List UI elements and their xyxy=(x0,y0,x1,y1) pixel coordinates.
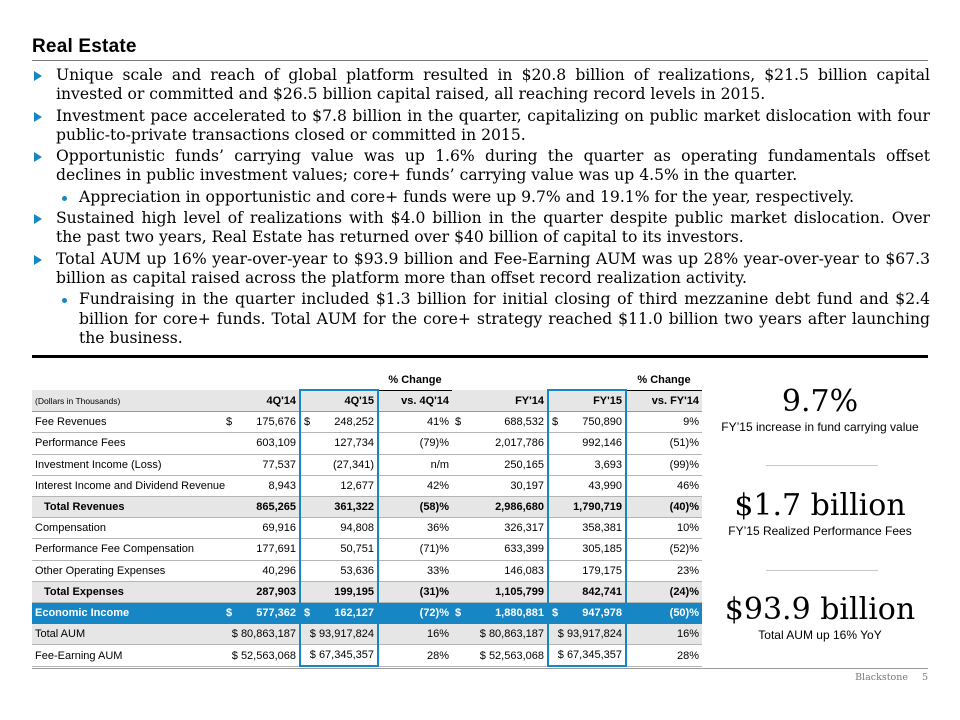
cell-value: (31)% xyxy=(419,585,449,598)
cell-vs-fy14 xyxy=(626,412,702,433)
cell-fy14 xyxy=(452,496,548,517)
cell-vs-fy14 xyxy=(626,475,702,496)
kpi-divider xyxy=(766,465,878,466)
cell-value: 865,265 xyxy=(256,501,296,514)
row-label xyxy=(32,475,226,496)
page-number: 5 xyxy=(921,672,928,683)
kpi-caption: FY’15 Realized Performance Fees xyxy=(728,524,912,538)
row-label xyxy=(32,560,223,581)
cell-value: $ 80,863,187 xyxy=(479,628,544,641)
cell-value: 305,185 xyxy=(582,543,622,556)
cell-4q14 xyxy=(223,454,300,475)
cell-value: 361,322 xyxy=(334,501,374,514)
cell-value: (52)% xyxy=(669,543,699,556)
cell-vs-fy14 xyxy=(626,454,702,475)
cell-vs-fy14 xyxy=(626,539,702,560)
table-row xyxy=(32,433,702,454)
table-row xyxy=(32,624,702,645)
row-label xyxy=(32,412,223,433)
kpi-total-aum xyxy=(712,592,928,642)
cell-value: $ 67,345,357 xyxy=(309,649,374,662)
pct-change-label-quarter: % Change xyxy=(378,371,452,390)
cell-4q15 xyxy=(300,624,378,645)
cell-value: 2,017,786 xyxy=(495,437,544,450)
bullet-item: Investment pace accelerated to $7.8 billion in the quarter, capitalizing on public market dislocation with four public-to-private transactions closed or committed in 2015. xyxy=(32,107,930,146)
row-label xyxy=(32,496,223,517)
kpi-performance-fees xyxy=(712,488,928,538)
cell-vs-4q14 xyxy=(378,454,452,475)
cell-value: 16% xyxy=(426,628,449,641)
cell-vs-4q14 xyxy=(378,560,452,581)
cell-vs-fy14 xyxy=(626,518,702,539)
cell-value: Fee Revenues xyxy=(35,416,107,429)
cell-fy14 xyxy=(452,645,548,667)
cell-value: (27,341) xyxy=(333,458,374,471)
cell-value: 41% xyxy=(426,416,449,429)
cell-value: Fee-Earning AUM xyxy=(35,649,123,662)
cell-value: 8,943 xyxy=(268,479,296,492)
cell-value: (79)% xyxy=(419,437,449,450)
currency-symbol: $ xyxy=(226,606,233,619)
cell-fy15 xyxy=(548,581,626,602)
cell-value: 12,677 xyxy=(340,479,374,492)
cell-4q14 xyxy=(223,624,300,645)
cell-value: Investment Income (Loss) xyxy=(35,458,162,471)
cell-4q14 xyxy=(223,412,300,433)
cell-value: Performance Fee Compensation xyxy=(35,543,194,556)
cell-value: 50,751 xyxy=(340,543,374,556)
cell-fy15 xyxy=(548,602,626,623)
cell-value: $ 93,917,824 xyxy=(557,628,622,641)
cell-value: 69,916 xyxy=(262,522,296,535)
cell-4q15 xyxy=(300,475,378,496)
row-label xyxy=(32,581,223,602)
cell-value: 46% xyxy=(676,479,699,492)
cell-value: 36% xyxy=(426,522,449,535)
col-header-vs-4q14: vs. 4Q'14 xyxy=(378,390,452,412)
cell-fy14 xyxy=(452,454,548,475)
cell-vs-4q14 xyxy=(378,581,452,602)
cell-fy14 xyxy=(452,560,548,581)
cell-value: 633,399 xyxy=(504,543,544,556)
cell-value: 179,175 xyxy=(582,564,622,577)
cell-value: Interest Income and Dividend Revenue xyxy=(35,479,226,492)
cell-value: 3,693 xyxy=(594,458,622,471)
cell-value: 326,317 xyxy=(504,522,544,535)
financial-table xyxy=(32,371,702,667)
cell-value: 16% xyxy=(676,628,699,641)
cell-4q14 xyxy=(223,560,300,581)
table-row xyxy=(32,581,702,602)
cell-fy15 xyxy=(548,560,626,581)
cell-fy15 xyxy=(548,539,626,560)
table-row xyxy=(32,475,702,496)
pct-change-label-year: % Change xyxy=(626,371,702,390)
cell-value: $ 67,345,357 xyxy=(557,649,622,662)
cell-value: (72)% xyxy=(419,606,449,619)
cell-4q15 xyxy=(300,454,378,475)
cell-value: Total AUM xyxy=(35,628,86,641)
currency-symbol: $ xyxy=(226,416,233,429)
cell-value: 750,890 xyxy=(582,416,622,429)
cell-value: (51)% xyxy=(669,437,699,450)
cell-value: 28% xyxy=(676,649,699,662)
cell-value: 842,741 xyxy=(582,585,622,598)
cell-4q15 xyxy=(300,433,378,454)
cell-fy14 xyxy=(452,539,548,560)
cell-fy14 xyxy=(452,433,548,454)
cell-value: 992,146 xyxy=(582,437,622,450)
cell-4q14 xyxy=(223,433,300,454)
cell-value: $ 52,563,068 xyxy=(479,649,544,662)
currency-symbol: $ xyxy=(552,416,559,429)
row-label xyxy=(32,624,223,645)
cell-4q15 xyxy=(300,539,378,560)
cell-4q14 xyxy=(223,539,300,560)
cell-vs-fy14 xyxy=(626,645,702,667)
cell-value: 23% xyxy=(676,564,699,577)
cell-value: 199,195 xyxy=(334,585,374,598)
cell-fy15 xyxy=(548,454,626,475)
arrow-bullet-icon xyxy=(34,71,42,81)
sub-bullet-item: Fundraising in the quarter included $1.3 billion for initial closing of third mezzanine debt fund and $2.4 billion for core+ funds. Total AUM for the core+ strategy reached $11.0 billion two years after launching the business. xyxy=(32,290,930,348)
cell-vs-4q14 xyxy=(378,624,452,645)
cell-4q15 xyxy=(300,645,378,667)
table-row xyxy=(32,496,702,517)
cell-value: (50)% xyxy=(669,606,699,619)
cell-fy15 xyxy=(548,624,626,645)
kpi-carrying-value xyxy=(712,384,928,434)
currency-symbol: $ xyxy=(304,606,311,619)
cell-value: 30,197 xyxy=(510,479,544,492)
arrow-bullet-icon xyxy=(34,214,42,224)
cell-value: 577,362 xyxy=(256,606,296,619)
bullet-item: Opportunistic funds’ carrying value was up 1.6% during the quarter as operating fundamentals offset declines in public investment values; core+ funds’ carrying value was up 4.5% in the quarter. xyxy=(32,147,930,186)
cell-value: 28% xyxy=(426,649,449,662)
bullet-item: Sustained high level of realizations with $4.0 billion in the quarter despite public market dislocation. Over the past two years, Real Estate has returned over $40 billion of capital to its investors. xyxy=(32,209,930,248)
row-label xyxy=(32,433,223,454)
cell-vs-4q14 xyxy=(378,645,452,667)
cell-value: 1,790,719 xyxy=(573,501,622,514)
cell-4q14 xyxy=(223,496,300,517)
row-label xyxy=(32,518,223,539)
cell-value: n/m xyxy=(430,458,449,471)
kpi-caption: FY’15 increase in fund carrying value xyxy=(721,420,919,434)
footer-divider xyxy=(32,668,928,669)
cell-fy14 xyxy=(452,518,548,539)
cell-4q15 xyxy=(300,581,378,602)
cell-4q14 xyxy=(223,645,300,667)
section-divider xyxy=(32,355,928,358)
currency-symbol: $ xyxy=(455,416,462,429)
cell-4q15 xyxy=(300,518,378,539)
bullet-item: Total AUM up 16% year-over-year to $93.9 billion and Fee-Earning AUM was up 28% year-over-year to $67.3 billion as capital raised across the platform more than offset record realization activity. xyxy=(32,250,930,289)
cell-value: 947,978 xyxy=(582,606,622,619)
unit-label: (Dollars in Thousands) xyxy=(32,390,223,412)
dot-bullet-icon xyxy=(62,196,67,201)
row-label xyxy=(32,645,223,667)
cell-value: 42% xyxy=(426,479,449,492)
row-label xyxy=(32,454,223,475)
cell-4q15 xyxy=(300,602,378,623)
cell-vs-4q14 xyxy=(378,496,452,517)
cell-value: $ 80,863,187 xyxy=(231,628,296,641)
pct-change-header-row xyxy=(32,371,702,390)
cell-value: $ 52,563,068 xyxy=(231,649,296,662)
cell-value: 250,165 xyxy=(504,458,544,471)
cell-value: Economic Income xyxy=(35,606,130,619)
table-header-row xyxy=(32,390,702,412)
cell-value: Total Revenues xyxy=(44,501,125,514)
cell-value: 603,109 xyxy=(256,437,296,450)
cell-fy15 xyxy=(548,412,626,433)
cell-fy14 xyxy=(452,412,548,433)
cell-fy14 xyxy=(452,624,548,645)
page-title: Real Estate xyxy=(32,36,137,57)
cell-4q14 xyxy=(223,475,300,496)
cell-4q15 xyxy=(300,412,378,433)
cell-4q14 xyxy=(223,602,300,623)
kpi-value: $93.9 billion xyxy=(724,592,916,627)
arrow-bullet-icon xyxy=(34,152,42,162)
table-row xyxy=(32,645,702,667)
table-row xyxy=(32,454,702,475)
cell-value: (99)% xyxy=(669,458,699,471)
cell-fy14 xyxy=(452,602,548,623)
cell-value: 688,532 xyxy=(504,416,544,429)
cell-vs-fy14 xyxy=(626,602,702,623)
cell-fy15 xyxy=(548,645,626,667)
cell-value: 40,296 xyxy=(262,564,296,577)
currency-symbol: $ xyxy=(552,606,559,619)
cell-vs-fy14 xyxy=(626,581,702,602)
currency-symbol: $ xyxy=(455,606,462,619)
cell-value: 127,734 xyxy=(334,437,374,450)
cell-value: Performance Fees xyxy=(35,437,126,450)
cell-value: (58)% xyxy=(419,501,449,514)
cell-value: 358,381 xyxy=(582,522,622,535)
cell-value: $ 93,917,824 xyxy=(309,628,374,641)
cell-vs-4q14 xyxy=(378,475,452,496)
cell-vs-4q14 xyxy=(378,539,452,560)
arrow-bullet-icon xyxy=(34,112,42,122)
cell-value: (71)% xyxy=(419,543,449,556)
cell-vs-fy14 xyxy=(626,433,702,454)
cell-value: Compensation xyxy=(35,522,106,535)
kpi-caption: Total AUM up 16% YoY xyxy=(758,628,882,642)
cell-value: (24)% xyxy=(669,585,699,598)
col-header-4q14: 4Q'14 xyxy=(223,390,300,412)
col-header-fy14: FY'14 xyxy=(452,390,548,412)
cell-value: 94,808 xyxy=(340,522,374,535)
cell-fy15 xyxy=(548,475,626,496)
cell-4q14 xyxy=(223,581,300,602)
cell-value: 2,986,680 xyxy=(495,501,544,514)
dot-bullet-icon xyxy=(62,298,67,303)
cell-value: 43,990 xyxy=(588,479,622,492)
sub-bullet-item: Appreciation in opportunistic and core+ funds were up 9.7% and 19.1% for the year, respectively. xyxy=(32,188,930,207)
cell-vs-4q14 xyxy=(378,412,452,433)
cell-value: 287,903 xyxy=(256,585,296,598)
title-divider xyxy=(32,60,928,61)
cell-value: 10% xyxy=(676,522,699,535)
table-row xyxy=(32,518,702,539)
cell-fy15 xyxy=(548,433,626,454)
table-body xyxy=(32,412,702,667)
cell-4q15 xyxy=(300,560,378,581)
cell-value: Total Expenses xyxy=(44,585,124,598)
cell-value: 77,537 xyxy=(262,458,296,471)
brand-name: Blackstone xyxy=(855,672,908,683)
kpi-value: $1.7 billion xyxy=(734,488,906,523)
cell-vs-4q14 xyxy=(378,602,452,623)
table-row xyxy=(32,412,702,433)
row-label xyxy=(32,539,223,560)
cell-fy15 xyxy=(548,496,626,517)
bullet-list xyxy=(32,66,930,350)
cell-fy14 xyxy=(452,581,548,602)
cell-4q15 xyxy=(300,496,378,517)
cell-value: 175,676 xyxy=(256,416,296,429)
cell-value: 33% xyxy=(426,564,449,577)
cell-fy15 xyxy=(548,518,626,539)
col-header-4q15: 4Q'15 xyxy=(300,390,378,412)
cell-value: 146,083 xyxy=(504,564,544,577)
cell-vs-fy14 xyxy=(626,496,702,517)
cell-value: 1,880,881 xyxy=(495,606,544,619)
cell-fy14 xyxy=(452,475,548,496)
arrow-bullet-icon xyxy=(34,255,42,265)
col-header-fy15: FY'15 xyxy=(548,390,626,412)
cell-value: 9% xyxy=(683,416,699,429)
table-row xyxy=(32,602,702,623)
kpi-value: 9.7% xyxy=(781,384,859,419)
cell-4q14 xyxy=(223,518,300,539)
currency-symbol: $ xyxy=(304,416,311,429)
kpi-divider xyxy=(766,570,878,571)
cell-vs-fy14 xyxy=(626,560,702,581)
bullet-item: Unique scale and reach of global platform resulted in $20.8 billion of realizations, $21.5 billion capital invested or committed and $26.5 billion capital raised, all reaching record levels in 2015. xyxy=(32,66,930,105)
cell-value: 248,252 xyxy=(334,416,374,429)
cell-vs-4q14 xyxy=(378,433,452,454)
table-row xyxy=(32,560,702,581)
cell-value: 1,105,799 xyxy=(495,585,544,598)
cell-value: 177,691 xyxy=(256,543,296,556)
cell-value: 53,636 xyxy=(340,564,374,577)
table-row xyxy=(32,539,702,560)
cell-value: (40)% xyxy=(669,501,699,514)
cell-vs-fy14 xyxy=(626,624,702,645)
cell-vs-4q14 xyxy=(378,518,452,539)
row-label xyxy=(32,602,223,623)
cell-value: Other Operating Expenses xyxy=(35,564,166,577)
cell-value: 162,127 xyxy=(334,606,374,619)
col-header-vs-fy14: vs. FY'14 xyxy=(626,390,702,412)
